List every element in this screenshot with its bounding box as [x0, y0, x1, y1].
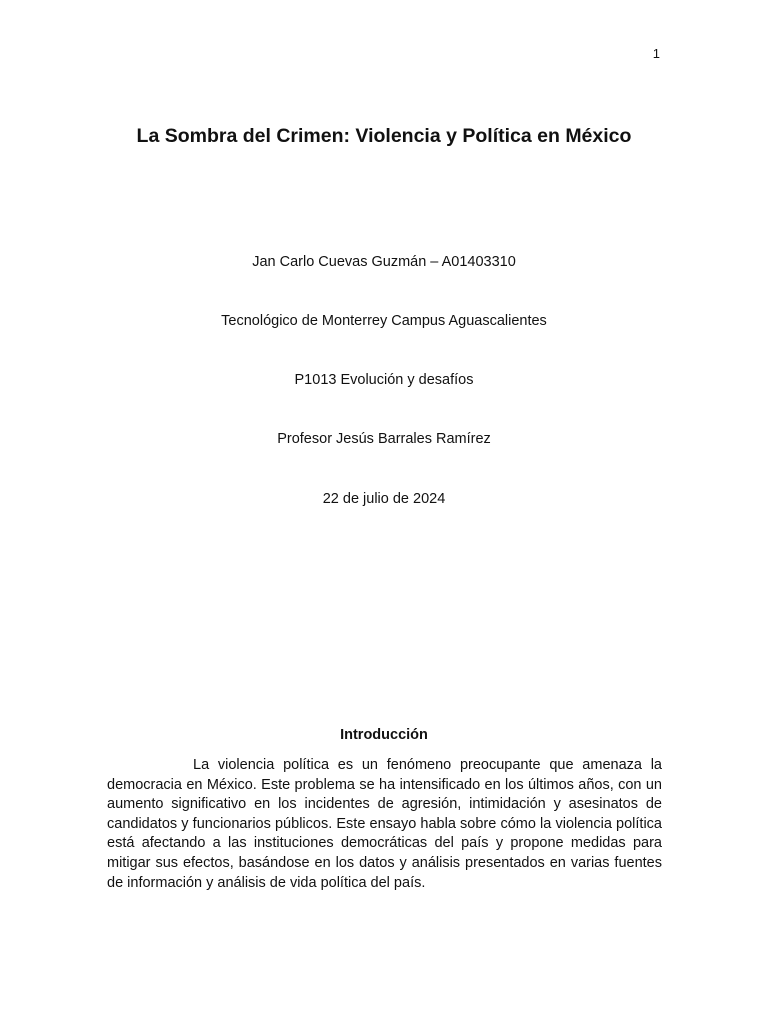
page-number: 1: [652, 46, 660, 61]
introduction-paragraph: La violencia política es un fenómeno preocupante que amenaza la democracia en México. Este problema se ha intensificado en los últimos años, con un aumento significativo en los incidentes de agresión, intimidación y asesinatos de candidatos y funcionarios públicos. Este ensayo habla sobre cómo la violencia política está afectando a las instituciones democráticas del país y propone medidas para mitigar sus efectos, basándose en los datos y análisis presentados en varias fuentes de información y análisis de vida política del país.: [107, 757, 662, 891]
document-title: La Sombra del Crimen: Violencia y Política en México: [136, 125, 632, 147]
date-line: 22 de julio de 2024: [322, 491, 446, 507]
author-line: Jan Carlo Cuevas Guzmán – A01403310: [252, 254, 516, 270]
institution-line: Tecnológico de Monterrey Campus Aguascalientes: [221, 313, 547, 329]
course-line: P1013 Evolución y desafíos: [294, 372, 474, 388]
professor-line: Profesor Jesús Barrales Ramírez: [277, 431, 491, 447]
introduction-heading: Introducción: [340, 727, 428, 743]
